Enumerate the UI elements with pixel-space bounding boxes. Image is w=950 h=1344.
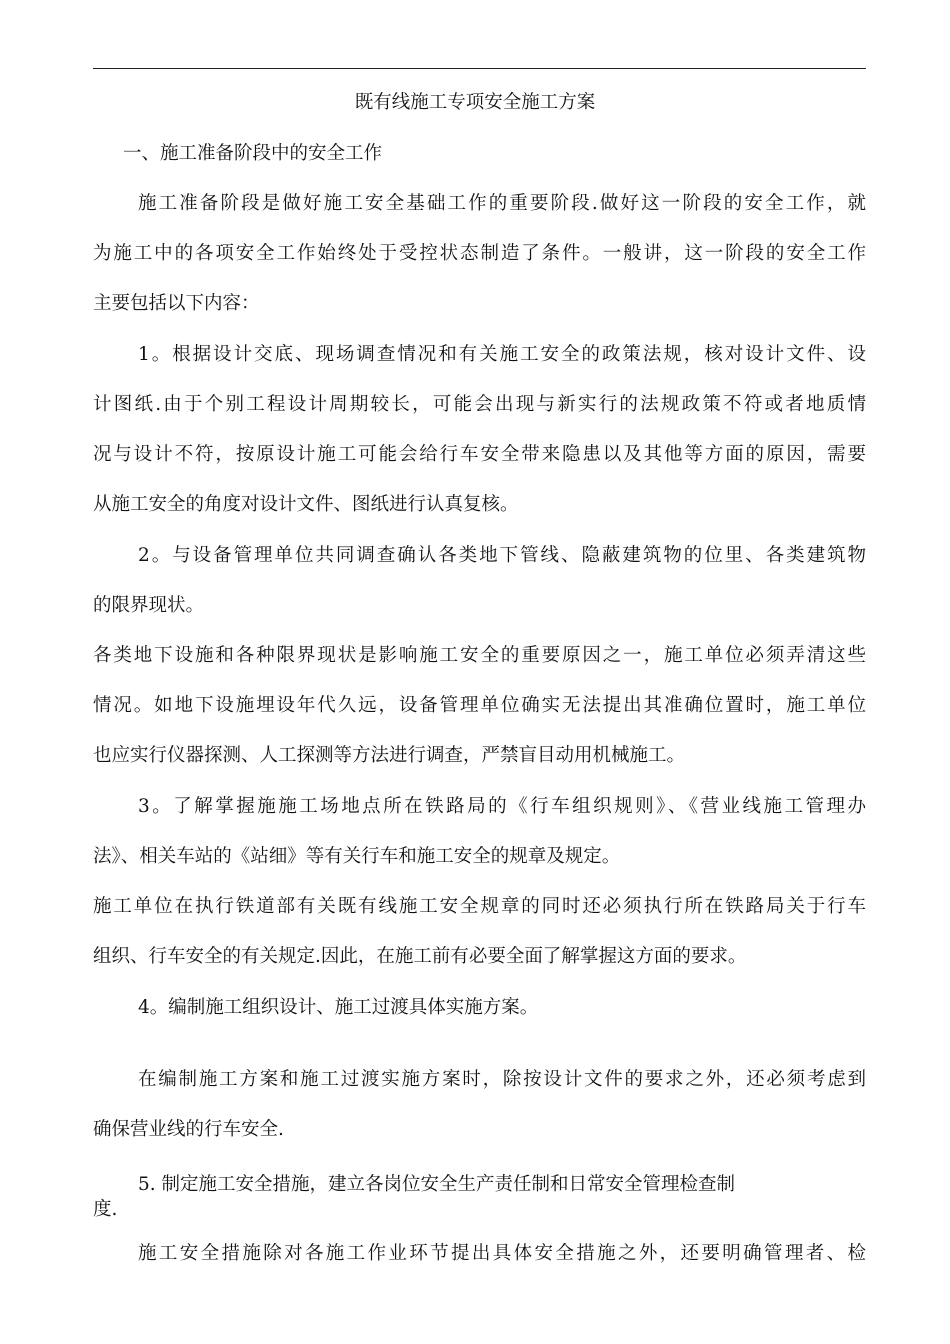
paragraph-line: 的限界现状。 bbox=[93, 595, 205, 616]
paragraph-line: 施工安全措施除对各施工作业环节提出具体安全措施之外，还要明确管理者、检 bbox=[138, 1243, 866, 1264]
paragraph-line: 从施工安全的角度对设计文件、图纸进行认真复核。 bbox=[93, 494, 519, 515]
header-rule bbox=[93, 68, 866, 69]
paragraph-line: 情况。如地下设施埋设年代久远，设备管理单位确实无法提出其准确位置时，施工单位 bbox=[93, 695, 866, 716]
paragraph-line: 1。根据设计交底、现场调查情况和有关施工安全的政策法规，核对设计文件、设 bbox=[138, 344, 866, 365]
paragraph-line: 度. bbox=[93, 1199, 118, 1220]
section-heading: 一、施工准备阶段中的安全工作 bbox=[123, 143, 383, 164]
paragraph-line: 也应实行仪器探测、人工探测等方法进行调查，严禁盲目动用机械施工。 bbox=[93, 745, 686, 766]
paragraph-line: 况与设计不符，按原设计施工可能会给行车安全带来隐患以及其他等方面的原因，需要 bbox=[93, 444, 866, 465]
paragraph-line: 各类地下设施和各种限界现状是影响施工安全的重要原因之一，施工单位必须弄清这些 bbox=[93, 645, 866, 666]
paragraph-line: 在编制施工方案和施工过渡实施方案时，除按设计文件的要求之外，还必须考虑到 bbox=[138, 1069, 866, 1090]
paragraph-line: 主要包括以下内容： bbox=[93, 293, 260, 314]
paragraph-line: 法》、相关车站的《站细》等有关行车和施工安全的规章及规定。 bbox=[93, 846, 621, 867]
paragraph-line: 5. 制定施工安全措施，建立各岗位安全生产责任制和日常安全管理检查制 bbox=[138, 1174, 736, 1195]
paragraph-line: 3。了解掌握施施工场地点所在铁路局的《行车组织规则》、《营业线施工管理办 bbox=[138, 796, 866, 817]
paragraph-line: 4。编制施工组织设计、施工过渡具体实施方案。 bbox=[138, 997, 539, 1018]
paragraph-line: 确保营业线的行车安全. bbox=[93, 1119, 284, 1140]
paragraph-line: 施工单位在执行铁道部有关既有线施工安全规章的同时还必须执行所在铁路局关于行车 bbox=[93, 896, 866, 917]
document-title: 既有线施工专项安全施工方案 bbox=[354, 92, 596, 113]
paragraph-line: 施工准备阶段是做好施工安全基础工作的重要阶段.做好这一阶段的安全工作，就 bbox=[138, 193, 866, 214]
paragraph-line: 计图纸.由于个别工程设计周期较长，可能会出现与新实行的法规政策不符或者地质情 bbox=[93, 394, 866, 415]
paragraph-line: 2。与设备管理单位共同调查确认各类地下管线、隐蔽建筑物的位里、各类建筑物 bbox=[138, 545, 866, 566]
paragraph-line: 组织、行车安全的有关规定.因此，在施工前有必要全面了解掌握这方面的要求。 bbox=[93, 946, 747, 967]
paragraph-line: 为施工中的各项安全工作始终处于受控状态制造了条件。一般讲，这一阶段的安全工作 bbox=[93, 243, 866, 264]
